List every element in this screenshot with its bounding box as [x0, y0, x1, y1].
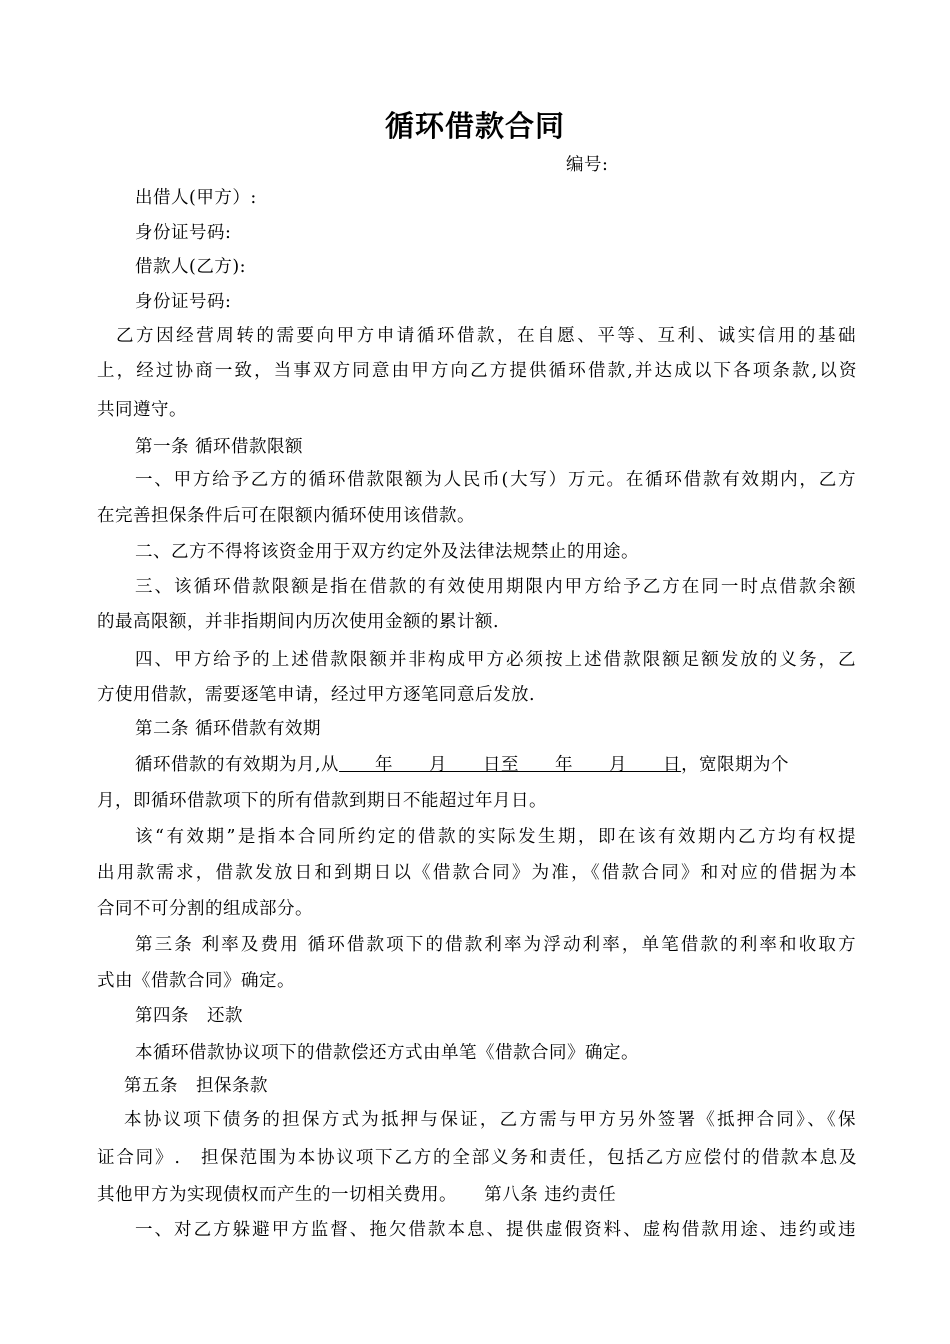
- article-heading: 第一条 循环借款限额: [135, 437, 304, 457]
- article-line: 月，即循环借款项下的所有借款到期日不能超过年月日。: [97, 791, 547, 811]
- article-line: 第三条 利率及费用 循环借款项下的借款利率为浮动利率，单笔借款的利率和收取方: [135, 935, 856, 955]
- lender-label: 出借人(甲方）:: [135, 188, 257, 208]
- article-heading: 第四条 还款: [135, 1006, 243, 1026]
- article-line: 方使用借款，需要逐笔申请，经过甲方逐笔同意后发放.: [97, 685, 536, 705]
- article-line: 式由《借款合同》确定。: [97, 971, 295, 991]
- preamble-line: 共同遵守。: [97, 400, 187, 420]
- article-heading: 第二条 循环借款有效期: [135, 719, 322, 739]
- document-title: 循环借款合同: [384, 109, 565, 143]
- date-range-blank: 年 月 日至 年 月 日: [339, 755, 682, 775]
- borrower-label: 借款人(乙方):: [135, 257, 247, 277]
- article-line: 本协议项下债务的担保方式为抵押与保证，乙方需与甲方另外签署《抵押合同》、《保: [124, 1110, 856, 1130]
- article-line: 二、乙方不得将该资金用于双方约定外及法律法规禁止的用途。: [135, 542, 639, 562]
- preamble-line: 乙方因经营周转的需要向甲方申请循环借款，在自愿、平等、互利、诚实信用的基础: [116, 326, 856, 346]
- article-line: 四、甲方给予的上述借款限额并非构成甲方必须按上述借款限额足额发放的义务，乙: [135, 650, 856, 670]
- article-line: 本循环借款协议项下的借款偿还方式由单笔《借款合同》确定。: [135, 1043, 639, 1063]
- lender-id-label: 身份证号码:: [135, 223, 232, 243]
- article-line: 证合同》. 担保范围为本协议项下乙方的全部义务和责任，包括乙方应偿付的借款本息及: [97, 1148, 857, 1168]
- validity-suffix: ，宽限期为个: [681, 755, 790, 775]
- contract-number-label: 编号:: [566, 155, 609, 175]
- validity-line: [135, 755, 856, 775]
- article-line: 一、对乙方躲避甲方监督、拖欠借款本息、提供虚假资料、虚构借款用途、违约或违: [135, 1220, 856, 1240]
- article-line: 的最高限额，并非指期间内历次使用金额的累计额.: [97, 612, 500, 632]
- preamble-line: 上，经过协商一致，当事双方同意由甲方向乙方提供循环借款,并达成以下各项条款,以资: [97, 361, 857, 381]
- article-line: 一、甲方给予乙方的循环借款限额为人民币(大写）万元。在循环借款有效期内，乙方: [135, 470, 856, 490]
- article-line: 其他甲方为实现债权而产生的一切相关费用。 第八条 违约责任: [97, 1185, 617, 1205]
- borrower-id-label: 身份证号码:: [135, 292, 232, 312]
- article-heading: 第五条 担保条款: [124, 1076, 268, 1096]
- article-line: 在完善担保条件后可在限额内循环使用该借款。: [97, 506, 475, 526]
- article-line: 合同不可分割的组成部分。: [97, 899, 313, 919]
- article-line: 该“有效期”是指本合同所约定的借款的实际发生期，即在该有效期内乙方均有权提: [135, 827, 856, 847]
- article-line: 三、该循环借款限额是指在借款的有效使用期限内甲方给予乙方在同一时点借款余额: [135, 577, 856, 597]
- article-line: 出用款需求，借款发放日和到期日以《借款合同》为准，《借款合同》和对应的借据为本: [97, 863, 857, 883]
- validity-prefix: 循环借款的有效期为月,从: [135, 755, 340, 775]
